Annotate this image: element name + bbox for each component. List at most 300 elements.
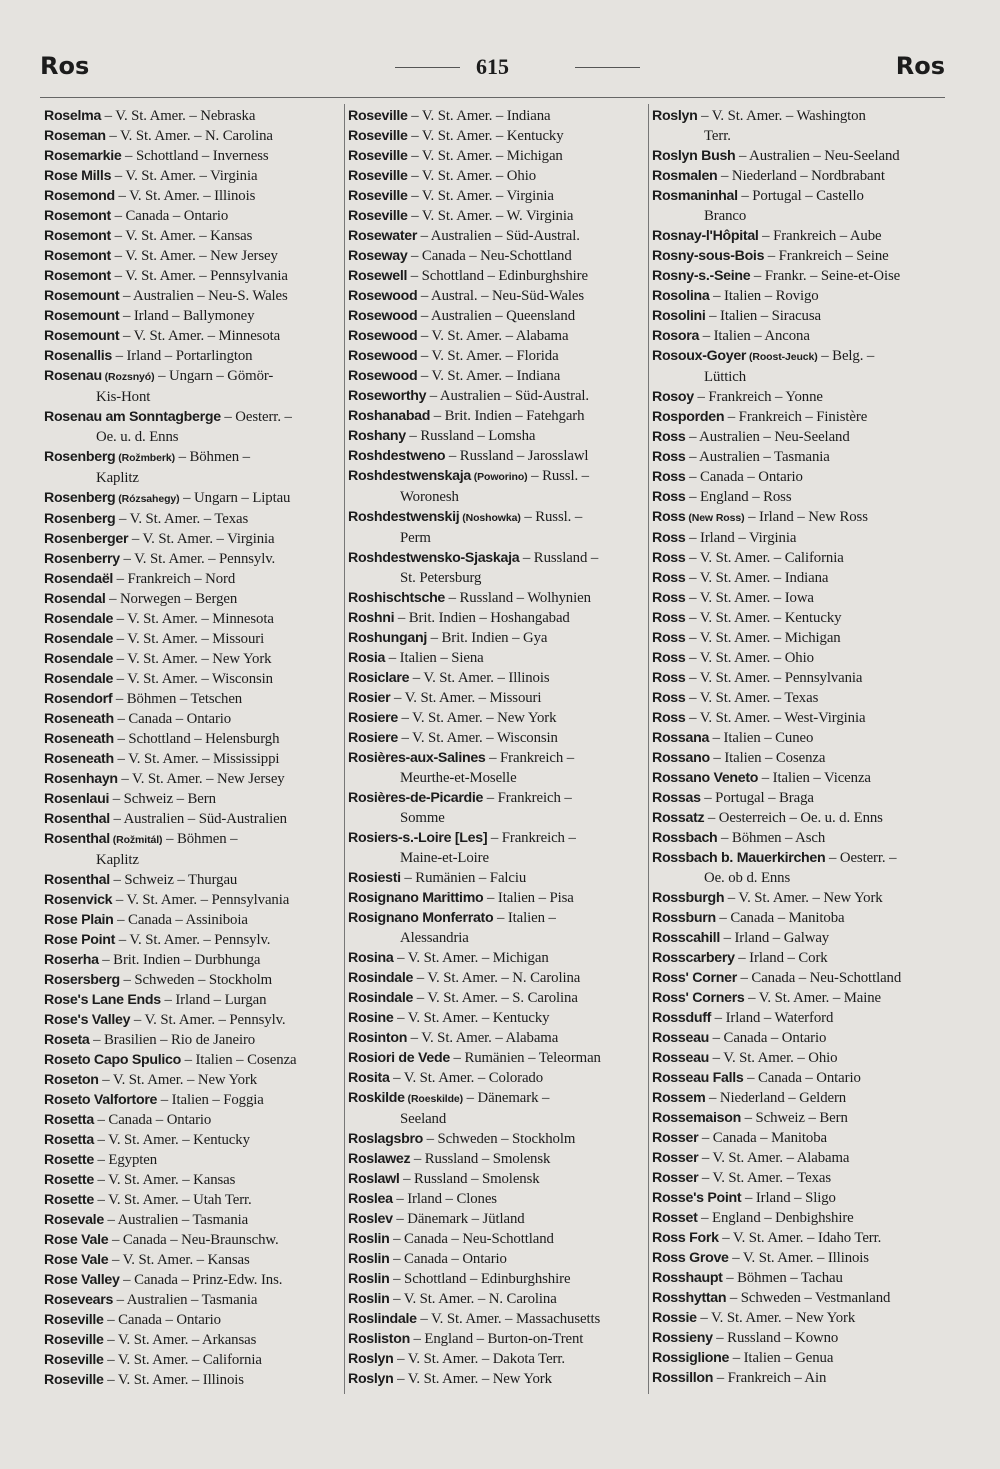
gazetteer-entry [348,386,646,406]
gazetteer-entry [652,146,952,166]
gazetteer-entry [348,628,646,648]
entry-headword: Rosoux-Goyer [652,348,747,364]
entry-headword: Rosendale [44,651,114,667]
entry-location: – Irland – Ballymoney [119,308,255,324]
gazetteer-entry [348,1149,646,1169]
entry-location: – V. St. Amer. – Pennsylvania [112,892,290,908]
entry-headword: Rosette [44,1152,94,1168]
entry-location: – Brit. Indien – Hoshangabad [394,610,570,626]
entry-headword: Rosetta [44,1132,94,1148]
gazetteer-entry [44,1290,340,1310]
entry-headword: Ross [652,449,686,465]
entry-headword: Rosenthal [44,872,110,888]
entry-headword: Ross Fork [652,1230,719,1246]
entry-headword: Rosoy [652,389,694,405]
entry-headword: Rosevale [44,1212,104,1228]
entry-headword: Rossie [652,1310,697,1326]
gazetteer-entry [652,908,952,928]
gazetteer-entry [652,306,952,326]
header-rule-right [575,67,640,68]
entry-headword: Roseman [44,128,106,144]
entry-location: – V. St. Amer. – Indiana [407,108,551,124]
entry-headword: Rosevears [44,1292,114,1308]
gazetteer-entry [44,186,340,206]
entry-location: – Böhmen – [162,831,238,847]
entry-headword: Rosette [44,1172,94,1188]
entry-continuation: Kaplitz [96,852,139,868]
entry-location: – Dänemark – Jütland [392,1211,525,1227]
entry-headword: Rosshyttan [652,1290,727,1306]
entry-location: – V. St. Amer. – Illinois [103,1372,244,1388]
entry-location: – Irland – Virginia [685,530,797,546]
entry-location: – V. St. Amer. – Illinois [728,1250,869,1266]
entry-headword: Rossiglione [652,1350,730,1366]
entry-location: – Frankreich – [483,790,572,806]
header-left-keyword: Ros [40,52,90,80]
entry-headword: Rosemont [44,228,111,244]
gazetteer-entry [348,1249,646,1269]
gazetteer-entry [348,748,646,788]
gazetteer-entry [348,186,646,206]
gazetteer-entry [44,529,340,549]
entry-location: – V. St. Amer. – Alabama [698,1150,850,1166]
entry-headword: Ross [652,650,686,666]
entry-location: – Böhmen – Asch [717,830,826,846]
entry-continuation: Seeland [400,1111,447,1127]
entry-continuation: Somme [400,810,445,826]
entry-headword: Ross [652,469,686,485]
entry-headword: Rossburgh [652,890,725,906]
entry-location: – Niederland – Geldern [705,1090,847,1106]
entry-location: – Schweiz – Thurgau [109,872,238,888]
column-divider [344,104,345,1394]
entry-headword: Rosewood [348,348,418,364]
entry-headword: Rosmaninhal [652,188,738,204]
entry-headword: Roshunganj [348,630,427,646]
gazetteer-entry [652,106,952,146]
entry-location: – Russland – Jarosslawl [445,448,589,464]
entry-headword: Roseville [44,1312,104,1328]
entry-headword: Roseneath [44,711,114,727]
gazetteer-entry [652,588,952,608]
entry-location: – Ungarn – Gömör- [154,368,274,384]
gazetteer-entry [348,648,646,668]
gazetteer-entry [652,668,952,688]
gazetteer-entry [348,708,646,728]
gazetteer-entry [652,688,952,708]
entry-headword: Rosporden [652,409,725,425]
entry-headword: Ross [652,489,686,505]
entry-column-3 [652,106,952,1388]
gazetteer-entry [44,206,340,226]
gazetteer-entry [44,1090,340,1110]
gazetteer-entry [652,286,952,306]
gazetteer-entry [348,366,646,386]
entry-location: – Australien – Süd-Austral. [417,228,580,244]
entry-headword: Rosny-s.-Seine [652,268,751,284]
gazetteer-entry [44,1330,340,1350]
gazetteer-entry [44,1250,340,1270]
gazetteer-entry [348,246,646,266]
entry-headword: Rossem [652,1090,706,1106]
entry-headword: Rosewood [348,328,418,344]
entry-location: – V. St. Amer. – Dakota Terr. [393,1351,565,1367]
entry-headword: Roseneath [44,731,114,747]
gazetteer-entry [44,629,340,649]
gazetteer-entry [652,888,952,908]
gazetteer-entry [44,286,340,306]
gazetteer-entry [652,1188,952,1208]
entry-location: – Australien – Tasmania [685,449,830,465]
entry-headword: Roselma [44,108,102,124]
entry-alt-name: (Rózsahegy) [115,493,180,505]
entry-location: – Ungarn – Liptau [179,490,291,506]
gazetteer-entry [652,848,952,888]
entry-headword: Roshany [348,428,406,444]
gazetteer-entry [44,789,340,809]
entry-headword: Rosenberg [44,449,116,465]
entry-location: – V. St. Amer. – Michigan [685,630,841,646]
entry-headword: Rosscahill [652,930,720,946]
entry-headword: Rose Point [44,932,116,948]
entry-headword: Roseworthy [348,388,427,404]
entry-location: – V. St. Amer. – Idaho Terr. [718,1230,882,1246]
entry-continuation: Meurthe-et-Moselle [400,770,517,786]
gazetteer-entry [348,608,646,628]
entry-location: – V. St. Amer. – Mississippi [113,751,280,767]
gazetteer-entry [348,1209,646,1229]
entry-continuation: Lüttich [704,369,747,385]
entry-location: – Oesterreich – Oe. u. d. Enns [704,810,883,826]
gazetteer-entry [348,1129,646,1149]
gazetteer-entry [348,868,646,888]
gazetteer-entry [44,749,340,769]
entry-headword: Rosenberry [44,551,120,567]
entry-headword: Rosenberg [44,511,116,527]
gazetteer-entry [348,988,646,1008]
gazetteer-entry [348,728,646,748]
entry-headword: Rose Valley [44,1272,120,1288]
entry-headword: Rosenberg [44,490,116,506]
entry-location: – Italien – Foggia [157,1092,264,1108]
entry-location: – V. St. Amer. – Wisconsin [113,671,273,687]
entry-headword: Rosenau am Sonntagberge [44,409,221,425]
entry-headword: Rosignano Marittimo [348,890,484,906]
gazetteer-entry [44,609,340,629]
entry-location: – V. St. Amer. – New York [397,710,557,726]
entry-headword: Rosia [348,650,386,666]
gazetteer-entry [44,1210,340,1230]
entry-headword: Rosette [44,1192,94,1208]
entry-headword: Ross [652,590,686,606]
entry-headword: Rossduff [652,1010,712,1026]
entry-continuation: St. Petersburg [400,570,482,586]
gazetteer-entry [348,406,646,426]
gazetteer-entry [348,446,646,466]
gazetteer-entry [652,608,952,628]
gazetteer-entry [652,1048,952,1068]
entry-headword: Rosser [652,1150,699,1166]
entry-headword: Rosser [652,1170,699,1186]
gazetteer-entry [44,569,340,589]
entry-location: – Dänemark – [463,1090,550,1106]
entry-headword: Roseville [44,1332,104,1348]
gazetteer-entry [44,870,340,890]
entry-headword: Rosendorf [44,691,113,707]
gazetteer-entry [348,1008,646,1028]
entry-headword: Rosewood [348,288,418,304]
entry-headword: Rossana [652,730,710,746]
entry-location: – V. St. Amer. – Kansas [110,228,253,244]
gazetteer-entry [652,186,952,226]
gazetteer-entry [348,1349,646,1369]
entry-headword: Rosemount [44,328,120,344]
gazetteer-entry [44,1350,340,1370]
entry-location: – V. St. Amer. – Minnesota [113,611,274,627]
gazetteer-entry [652,708,952,728]
entry-headword: Rosemond [44,188,115,204]
page-number: 615 [476,54,509,79]
entry-headword: Rose's Lane Ends [44,992,161,1008]
gazetteer-entry [44,1150,340,1170]
entry-headword: Rosiesti [348,870,401,886]
gazetteer-entry [348,1309,646,1329]
entry-headword: Rosières-de-Picardie [348,790,484,806]
gazetteer-entry [44,589,340,609]
gazetteer-entry [44,166,340,186]
entry-headword: Rosemont [44,248,111,264]
gazetteer-entry [44,970,340,990]
gazetteer-entry [348,1269,646,1289]
entry-location: – Frankreich – Aube [758,228,882,244]
entry-location: – England – Ross [685,489,792,505]
entry-headword: Ross [652,610,686,626]
gazetteer-entry [44,910,340,930]
gazetteer-entry [652,788,952,808]
entry-location: – Canada – Neu-Schottland [407,248,572,264]
entry-location: – V. St. Amer. – Pennsylv. [115,932,271,948]
gazetteer-entry [44,1230,340,1250]
entry-location: – V. St. Amer. – Alabama [417,328,569,344]
gazetteer-entry [652,1288,952,1308]
entry-location: – Belg. – [817,348,875,364]
entry-headword: Rosindale [348,970,414,986]
entry-headword: Rosshaupt [652,1270,723,1286]
entry-location: – V. St. Amer. – Texas [698,1170,832,1186]
entry-location: – V. St. Amer. – Ohio [407,168,537,184]
gazetteer-entry [348,466,646,507]
entry-headword: Rosiclare [348,670,410,686]
entry-location: – V. St. Amer. – Colorado [389,1070,544,1086]
entry-location: – Irland – Cork [734,950,828,966]
entry-location: – Russland – Wolhynien [445,590,591,606]
gazetteer-entry [44,809,340,829]
gazetteer-entry [348,146,646,166]
entry-headword: Rosenhayn [44,771,118,787]
entry-location: – Schottland – Inverness [121,148,269,164]
entry-headword: Rosenau [44,368,102,384]
entry-location: – Italien – Siena [385,650,484,666]
entry-headword: Rosendale [44,671,114,687]
entry-location: – Norwegen – Bergen [105,591,238,607]
entry-headword: Rosières-aux-Salines [348,750,486,766]
entry-headword: Roseville [348,168,408,184]
gazetteer-entry [44,447,340,488]
entry-location: – Australien – Süd-Austral. [426,388,590,404]
entry-location: – Canada – Neu-Schottland [736,970,902,986]
entry-location: – Schweden – Vestmanland [726,1290,891,1306]
entry-headword: Ross' Corner [652,970,737,986]
gazetteer-entry [652,427,952,447]
entry-location: – England – Denbighshire [697,1210,854,1226]
gazetteer-entry [44,1010,340,1030]
entry-location: – V. St. Amer. – California [103,1352,262,1368]
entry-location: – Irland – New Ross [744,509,868,525]
entry-headword: Ross [652,710,686,726]
entry-headword: Rosscarbery [652,950,735,966]
gazetteer-entry [44,366,340,407]
entry-headword: Rosendaël [44,571,114,587]
gazetteer-entry [348,1329,646,1349]
entry-location: – Italien – Pisa [483,890,574,906]
gazetteer-entry [44,709,340,729]
gazetteer-entry [348,306,646,326]
entry-location: – V. St. Amer. – Virginia [128,531,275,547]
entry-continuation: Oe. u. d. Enns [96,429,179,445]
entry-headword: Rosiere [348,730,398,746]
column-divider [648,104,649,1394]
entry-headword: Roserha [44,952,99,968]
gazetteer-entry [44,106,340,126]
entry-location: – Canada – Neu-Braunschw. [108,1232,279,1248]
entry-location: – V. St. Amer. – Texas [115,511,249,527]
gazetteer-entry [44,1310,340,1330]
entry-location: – Böhmen – Tachau [722,1270,843,1286]
entry-location: – Italien – Cosenza [180,1052,297,1068]
entry-location: – V. St. Amer. – New York [98,1072,258,1088]
entry-location: – Irland – Sligo [741,1190,836,1206]
entry-location: – Canada – Manitoba [715,910,845,926]
entry-headword: Rose Vale [44,1252,109,1268]
gazetteer-entry [348,507,646,548]
entry-location: – V. St. Amer. – N. Carolina [413,970,581,986]
entry-headword: Rosenlaui [44,791,110,807]
entry-alt-name: (Rožmberk) [115,452,175,464]
entry-location: – Australien – Neu-Seeland [685,429,850,445]
entry-headword: Roslev [348,1211,393,1227]
gazetteer-entry [44,306,340,326]
gazetteer-entry [652,808,952,828]
entry-headword: Roshdestweno [348,448,446,464]
entry-headword: Roskilde [348,1090,405,1106]
gazetteer-entry [652,166,952,186]
entry-location: – Egypten [93,1152,158,1168]
entry-headword: Rosewood [348,368,418,384]
gazetteer-entry [652,1268,952,1288]
entry-headword: Roslyn [348,1371,394,1387]
entry-location: – Italien – Cuneo [709,730,814,746]
entry-location: – V. St. Amer. – Virginia [111,168,258,184]
entry-headword: Rosenallis [44,348,112,364]
entry-location: – V. St. Amer. – Pennsylvania [110,268,288,284]
entry-headword: Ross' Corners [652,990,745,1006]
entry-location: – V. St. Amer. – California [685,550,844,566]
entry-headword: Rossemaison [652,1110,741,1126]
gazetteer-entry [44,549,340,569]
entry-location: – Frankr. – Seine-et-Oise [750,268,901,284]
entry-headword: Roshdestwensko-Sjaskaja [348,550,520,566]
gazetteer-entry [652,246,952,266]
entry-headword: Rosolina [652,288,710,304]
gazetteer-entry [44,1110,340,1130]
gazetteer-entry [44,488,340,509]
entry-headword: Roslin [348,1271,390,1287]
entry-location: – V. St. Amer. – New York [113,651,272,667]
entry-headword: Rossillon [652,1370,714,1386]
gazetteer-entry [348,1289,646,1309]
entry-headword: Rosora [652,328,700,344]
gazetteer-entry [44,950,340,970]
entry-headword: Rossbach [652,830,718,846]
entry-headword: Rosendale [44,611,114,627]
entry-location: – Russl. – [520,509,583,525]
gazetteer-entry [348,166,646,186]
entry-headword: Roslin [348,1231,390,1247]
entry-headword: Rosemont [44,208,111,224]
header-right-keyword: Ros [895,52,945,80]
gazetteer-entry [44,890,340,910]
entry-headword: Rose's Valley [44,1012,131,1028]
entry-location: – Brit. Indien – Fatehgarh [430,408,585,424]
entry-headword: Roslyn [652,108,698,124]
page-header [40,52,945,92]
entry-location: – Italien – Rovigo [709,288,819,304]
entry-headword: Rosemont [44,268,111,284]
gazetteer-entry [652,1248,952,1268]
gazetteer-entry [652,1128,952,1148]
entry-headword: Roslagsbro [348,1131,424,1147]
entry-headword: Rosenthal [44,831,110,847]
entry-headword: Rosina [348,950,394,966]
entry-continuation: Terr. [704,128,731,144]
gazetteer-entry [348,266,646,286]
entry-location: – Canada – Ontario [743,1070,861,1086]
entry-location: – V. St. Amer. – Texas [685,690,819,706]
gazetteer-entry [652,1148,952,1168]
entry-location: – V. St. Amer. – Michigan [407,148,563,164]
entry-location: – Canada – Ontario [685,469,803,485]
entry-location: – Australien – Queensland [417,308,575,324]
gazetteer-entry [44,1190,340,1210]
gazetteer-entry [652,326,952,346]
entry-location: – Brit. Indien – Gya [426,630,548,646]
entry-headword: Rossieny [652,1330,713,1346]
entry-headword: Roslea [348,1191,393,1207]
entry-location: – Schweiz – Bern [109,791,216,807]
entry-alt-name: (Rožmitál) [109,834,163,846]
entry-headword: Roslyn Bush [652,148,736,164]
gazetteer-entry [652,1088,952,1108]
entry-headword: Ross [652,570,686,586]
entry-headword: Roseville [44,1352,104,1368]
gazetteer-entry [348,1068,646,1088]
entry-headword: Rosita [348,1070,390,1086]
gazetteer-entry [652,988,952,1008]
gazetteer-entry [652,1068,952,1088]
entry-location: – V. St. Amer. – Kentucky [407,128,564,144]
entry-headword: Rosseau [652,1050,710,1066]
gazetteer-entry [44,1370,340,1390]
